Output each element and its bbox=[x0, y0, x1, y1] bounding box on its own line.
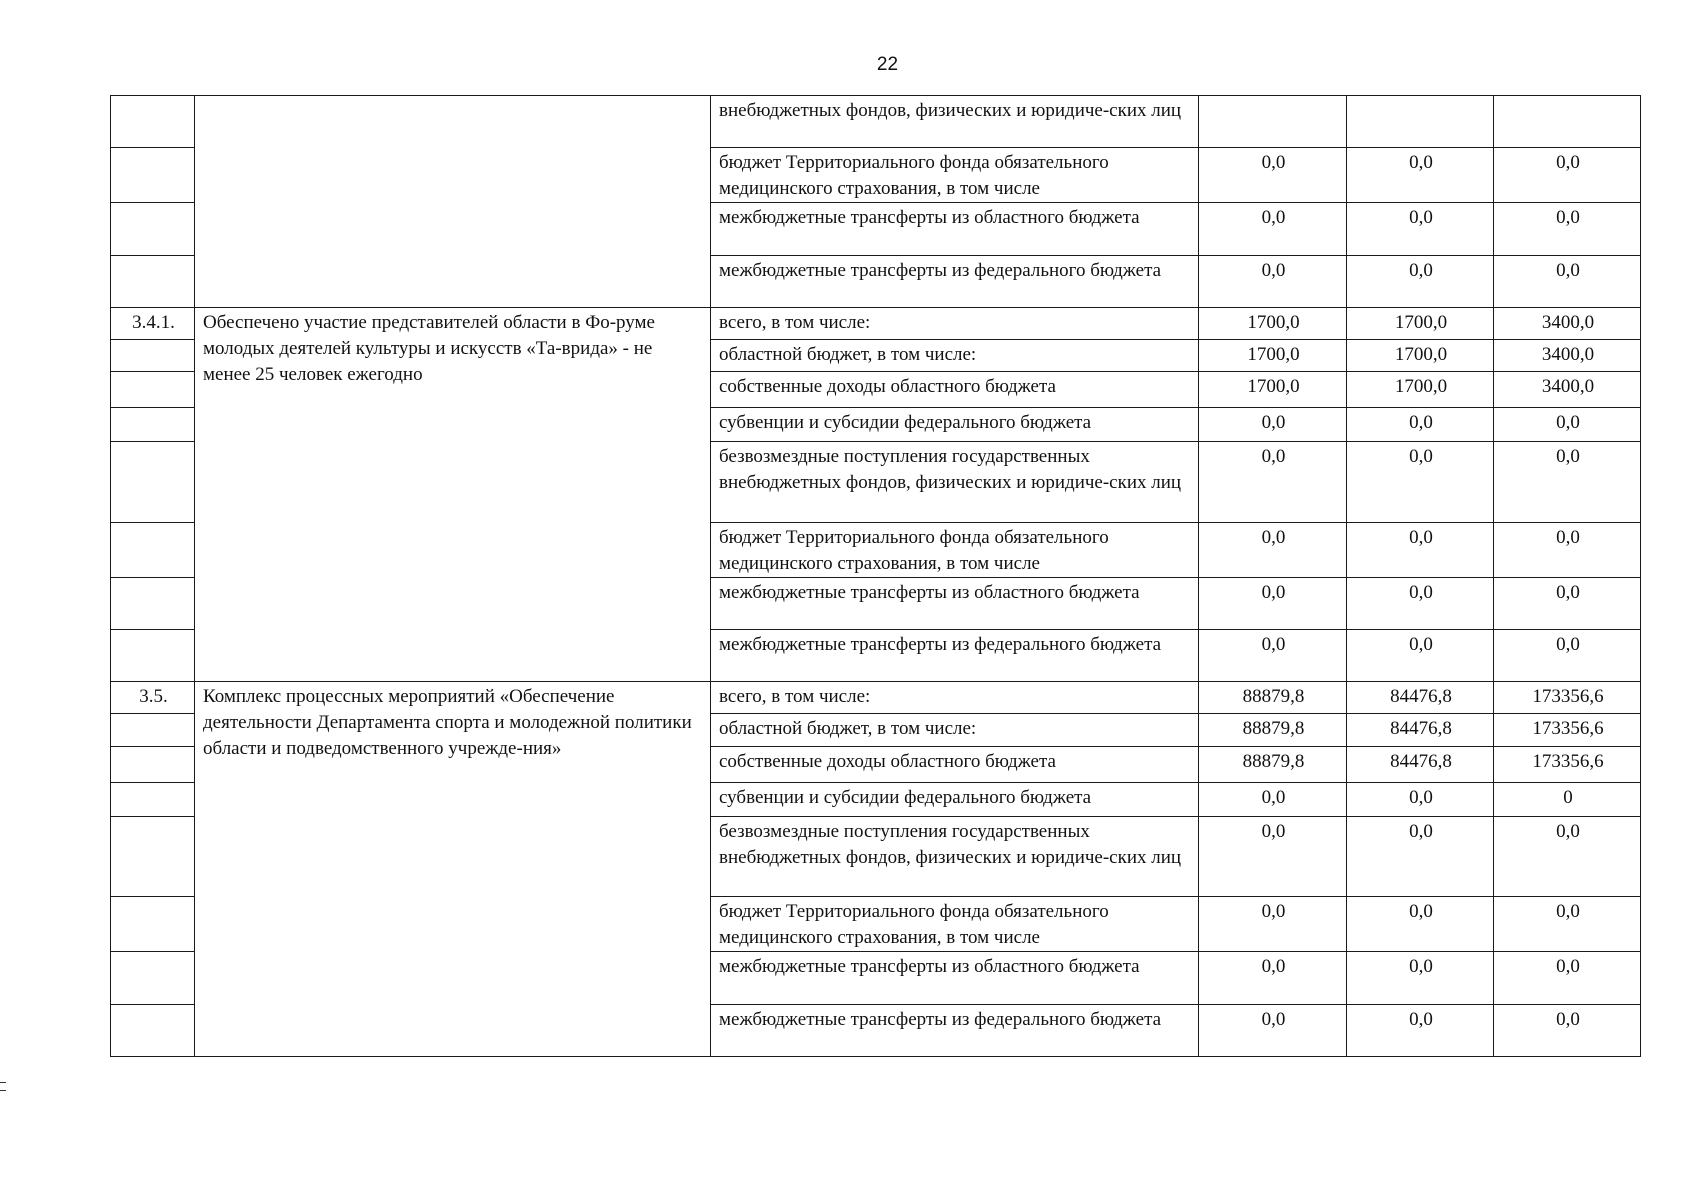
value-year-1: 0,0 bbox=[1199, 816, 1347, 896]
funding-source-label: межбюджетные трансферты из федерального бюджета bbox=[711, 630, 1199, 682]
value-total: 0,0 bbox=[1494, 408, 1641, 442]
value-year-2: 1700,0 bbox=[1347, 307, 1494, 339]
value-total: 0,0 bbox=[1494, 148, 1641, 203]
value-total: 0 bbox=[1494, 782, 1641, 816]
value-year-1: 88879,8 bbox=[1199, 746, 1347, 782]
value-year-1: 0,0 bbox=[1199, 897, 1347, 952]
value-year-1: 0,0 bbox=[1199, 203, 1347, 255]
value-year-1: 1700,0 bbox=[1199, 372, 1347, 408]
item-code-empty bbox=[111, 372, 195, 408]
value-total: 0,0 bbox=[1494, 442, 1641, 522]
value-year-2: 0,0 bbox=[1347, 782, 1494, 816]
budget-table-body bbox=[111, 96, 1641, 1057]
value-total: 0,0 bbox=[1494, 577, 1641, 629]
item-code-empty bbox=[111, 96, 195, 148]
table-row bbox=[111, 96, 1641, 148]
funding-source-label: межбюджетные трансферты из федерального бюджета bbox=[711, 1004, 1199, 1056]
value-total: 3400,0 bbox=[1494, 307, 1641, 339]
value-year-2: 1700,0 bbox=[1347, 372, 1494, 408]
value-year-1: 0,0 bbox=[1199, 408, 1347, 442]
value-total: 173356,6 bbox=[1494, 714, 1641, 746]
item-code-empty bbox=[111, 714, 195, 746]
item-title-continued bbox=[195, 96, 711, 308]
funding-source-label: субвенции и субсидии федерального бюджета bbox=[711, 782, 1199, 816]
funding-source-label: межбюджетные трансферты из областного бюджета bbox=[711, 203, 1199, 255]
funding-source-label: межбюджетные трансферты из областного бюджета bbox=[711, 577, 1199, 629]
funding-source-label: межбюджетные трансферты из областного бюджета bbox=[711, 952, 1199, 1004]
value-year-2: 84476,8 bbox=[1347, 746, 1494, 782]
value-year-1: 0,0 bbox=[1199, 442, 1347, 522]
funding-source-label: безвозмездные поступления государственных внебюджетных фондов, физических и юридиче-ских лиц bbox=[711, 816, 1199, 896]
value-year-1: 0,0 bbox=[1199, 782, 1347, 816]
item-code-empty bbox=[111, 897, 195, 952]
value-year-1: 0,0 bbox=[1199, 148, 1347, 203]
value-total: 173356,6 bbox=[1494, 746, 1641, 782]
funding-source-label: субвенции и субсидии федерального бюджета bbox=[711, 408, 1199, 442]
margin-mark bbox=[0, 1082, 6, 1083]
funding-source-label: внебюджетных фондов, физических и юридиче-ских лиц bbox=[711, 96, 1199, 148]
value-year-1: 0,0 bbox=[1199, 577, 1347, 629]
funding-source-label: областной бюджет, в том числе: bbox=[711, 339, 1199, 371]
item-code-empty bbox=[111, 339, 195, 371]
value-total: 0,0 bbox=[1494, 952, 1641, 1004]
value-year-2: 0,0 bbox=[1347, 408, 1494, 442]
funding-source-label: бюджет Территориального фонда обязательного медицинского страхования, в том числе bbox=[711, 148, 1199, 203]
funding-source-label: областной бюджет, в том числе: bbox=[711, 714, 1199, 746]
value-year-2: 84476,8 bbox=[1347, 714, 1494, 746]
value-year-2 bbox=[1347, 96, 1494, 148]
value-year-2: 0,0 bbox=[1347, 577, 1494, 629]
value-year-1: 0,0 bbox=[1199, 522, 1347, 577]
value-year-2: 84476,8 bbox=[1347, 682, 1494, 714]
value-year-1: 1700,0 bbox=[1199, 339, 1347, 371]
value-year-2: 0,0 bbox=[1347, 1004, 1494, 1056]
value-total: 0,0 bbox=[1494, 203, 1641, 255]
value-year-2: 0,0 bbox=[1347, 203, 1494, 255]
value-year-1 bbox=[1199, 96, 1347, 148]
value-year-1: 88879,8 bbox=[1199, 682, 1347, 714]
item-code-empty bbox=[111, 148, 195, 203]
value-year-2: 1700,0 bbox=[1347, 339, 1494, 371]
item-code-empty bbox=[111, 203, 195, 255]
value-year-1: 1700,0 bbox=[1199, 307, 1347, 339]
funding-source-label: собственные доходы областного бюджета bbox=[711, 372, 1199, 408]
value-year-1: 0,0 bbox=[1199, 952, 1347, 1004]
item-title: Обеспечено участие представителей области в Фо-руме молодых деятелей культуры и искусств «Та-врида» - не менее 25 человек ежегодно bbox=[195, 307, 711, 681]
item-code-empty bbox=[111, 442, 195, 522]
value-year-2: 0,0 bbox=[1347, 148, 1494, 203]
item-code-empty bbox=[111, 408, 195, 442]
value-year-1: 0,0 bbox=[1199, 255, 1347, 307]
item-code-empty bbox=[111, 522, 195, 577]
funding-source-label: межбюджетные трансферты из федерального бюджета bbox=[711, 255, 1199, 307]
value-year-1: 88879,8 bbox=[1199, 714, 1347, 746]
value-total: 0,0 bbox=[1494, 1004, 1641, 1056]
value-total: 3400,0 bbox=[1494, 339, 1641, 371]
item-code-empty bbox=[111, 630, 195, 682]
value-year-2: 0,0 bbox=[1347, 255, 1494, 307]
funding-source-label: бюджет Территориального фонда обязательного медицинского страхования, в том числе bbox=[711, 897, 1199, 952]
value-total: 3400,0 bbox=[1494, 372, 1641, 408]
value-total: 0,0 bbox=[1494, 522, 1641, 577]
value-total: 0,0 bbox=[1494, 897, 1641, 952]
value-total: 0,0 bbox=[1494, 255, 1641, 307]
table-row bbox=[111, 307, 1641, 339]
table-row bbox=[111, 682, 1641, 714]
item-code-empty bbox=[111, 1004, 195, 1056]
value-total: 173356,6 bbox=[1494, 682, 1641, 714]
value-year-1: 0,0 bbox=[1199, 1004, 1347, 1056]
item-code-empty bbox=[111, 746, 195, 782]
item-code-empty bbox=[111, 255, 195, 307]
value-total: 0,0 bbox=[1494, 816, 1641, 896]
value-year-2: 0,0 bbox=[1347, 816, 1494, 896]
item-code-empty bbox=[111, 952, 195, 1004]
budget-table bbox=[110, 95, 1641, 1057]
item-code-empty bbox=[111, 577, 195, 629]
item-title: Комплекс процессных мероприятий «Обеспечение деятельности Департамента спорта и молодежной политики области и подведомственного учрежде-ния» bbox=[195, 682, 711, 1057]
value-year-2: 0,0 bbox=[1347, 630, 1494, 682]
item-code: 3.4.1. bbox=[111, 307, 195, 339]
item-code-empty bbox=[111, 816, 195, 896]
value-year-2: 0,0 bbox=[1347, 897, 1494, 952]
funding-source-label: всего, в том числе: bbox=[711, 307, 1199, 339]
page-number: 22 bbox=[876, 54, 899, 75]
funding-source-label: бюджет Территориального фонда обязательного медицинского страхования, в том числе bbox=[711, 522, 1199, 577]
value-total bbox=[1494, 96, 1641, 148]
margin-mark bbox=[0, 1090, 6, 1091]
value-year-2: 0,0 bbox=[1347, 522, 1494, 577]
funding-source-label: безвозмездные поступления государственных внебюджетных фондов, физических и юридиче-ских лиц bbox=[711, 442, 1199, 522]
funding-source-label: собственные доходы областного бюджета bbox=[711, 746, 1199, 782]
value-total: 0,0 bbox=[1494, 630, 1641, 682]
item-code-empty bbox=[111, 782, 195, 816]
value-year-2: 0,0 bbox=[1347, 952, 1494, 1004]
value-year-1: 0,0 bbox=[1199, 630, 1347, 682]
value-year-2: 0,0 bbox=[1347, 442, 1494, 522]
funding-source-label: всего, в том числе: bbox=[711, 682, 1199, 714]
item-code: 3.5. bbox=[111, 682, 195, 714]
